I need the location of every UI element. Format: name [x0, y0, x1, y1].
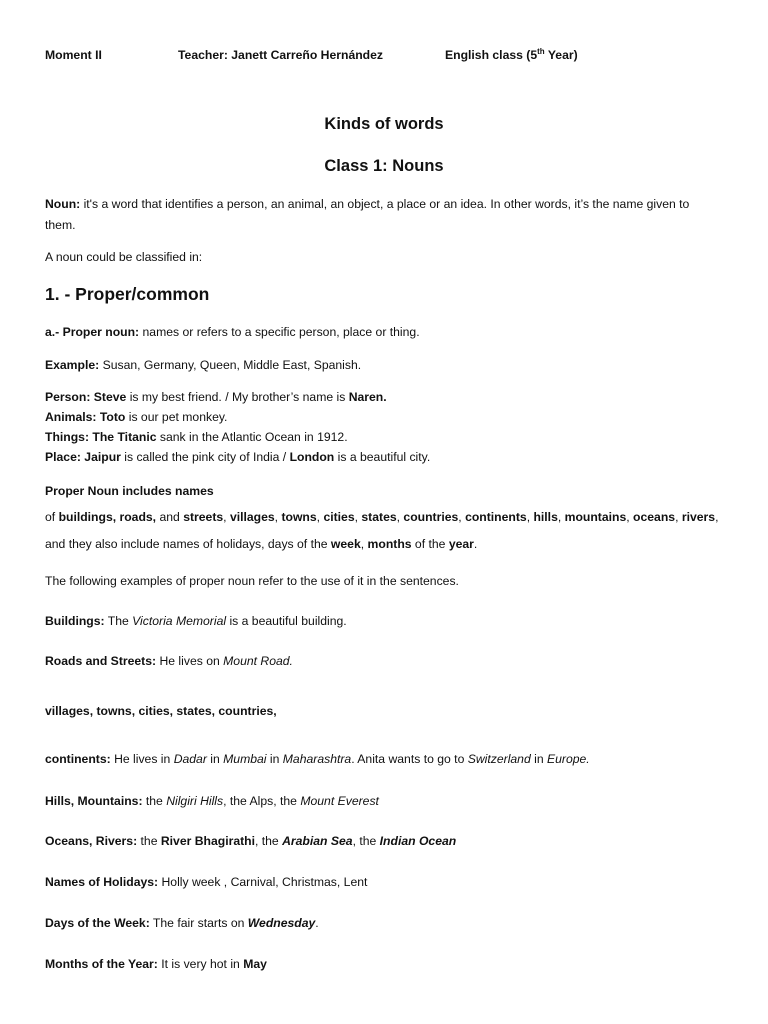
header-class-prefix: English class (5 — [445, 48, 538, 62]
following-line: The following examples of proper noun refer to the use of it in the sentences. — [45, 574, 459, 588]
classified-intro: A noun could be classified in: — [45, 250, 203, 264]
roads-label: Roads and Streets: — [45, 654, 157, 668]
includes-comma: , — [223, 510, 230, 524]
continents-place: Switzerland — [467, 752, 531, 766]
person-name-1: Steve — [90, 390, 127, 404]
definition-text-1: it's a word that identifies a person, an animal, an object, a place or an idea. In other words, it’s the name given to — [80, 197, 690, 211]
person-label: Person: — [45, 390, 91, 404]
place-rest: is a beautiful city. — [334, 450, 431, 464]
header-moment: Moment II — [45, 48, 102, 62]
days-line — [45, 916, 319, 931]
page-subtitle: Class 1: Nouns — [324, 157, 444, 175]
includes-months: months — [367, 537, 412, 551]
things-line — [45, 430, 348, 445]
holidays-label: Names of Holidays: — [45, 875, 159, 889]
includes-comma: , — [557, 510, 565, 524]
continents-place: Europe. — [547, 752, 590, 766]
buildings-line — [45, 614, 347, 629]
includes-and: and — [156, 510, 184, 524]
hills-example: Nilgiri Hills — [166, 794, 224, 808]
continents-text: . Anita wants to go to — [351, 752, 468, 766]
includes-states: states — [361, 510, 397, 524]
continents-text: in — [206, 752, 224, 766]
buildings-label: Buildings: — [45, 614, 105, 628]
includes-comma: , — [626, 510, 634, 524]
person-line — [45, 390, 387, 405]
includes-year: year — [448, 537, 474, 551]
things-name: The Titanic — [89, 430, 157, 444]
header-teacher: Teacher: Janett Carreño Hernández — [178, 48, 383, 62]
includes-comma: , — [274, 510, 282, 524]
oceans-line — [45, 834, 456, 849]
includes-holidays-line — [45, 537, 477, 552]
proper-noun-text: names or refers to a specific person, place or thing. — [139, 325, 420, 339]
includes-period: . — [473, 537, 478, 551]
buildings-rest: is a beautiful building. — [226, 614, 347, 628]
proper-noun-line — [45, 325, 420, 340]
oceans-ocean: Indian Ocean — [379, 834, 457, 848]
animals-rest: is our pet monkey. — [125, 410, 228, 424]
holidays-text: Holly week , Carnival, Christmas, Lent — [158, 875, 368, 889]
includes-rivers: rivers — [681, 510, 716, 524]
animals-name: Toto — [96, 410, 126, 424]
header-class-suffix: Year) — [544, 48, 578, 62]
animals-label: Animals: — [45, 410, 97, 424]
continents-label: continents: — [45, 752, 111, 766]
includes-streets: streets — [183, 510, 224, 524]
includes-countries: countries — [403, 510, 459, 524]
includes-list-line — [45, 510, 718, 525]
person-mid: is my best friend. / My brother’s name is — [126, 390, 349, 404]
includes-buildings-roads: buildings, roads, — [58, 510, 157, 524]
oceans-text: , the — [352, 834, 380, 848]
oceans-label: Oceans, Rivers: — [45, 834, 138, 848]
continents-text: in — [530, 752, 547, 766]
villages-line: villages, towns, cities, states, countries, — [45, 704, 277, 718]
place-name-1: Jaipur — [80, 450, 121, 464]
includes-comma: , — [675, 510, 682, 524]
includes-week: week — [330, 537, 361, 551]
hills-example: Mount Everest — [300, 794, 379, 808]
page-title: Kinds of words — [324, 115, 444, 133]
continents-line — [45, 752, 590, 767]
continents-place: Maharashtra — [282, 752, 352, 766]
hills-label: Hills, Mountains: — [45, 794, 143, 808]
things-label: Things: — [45, 430, 90, 444]
includes-continents: continents — [465, 510, 527, 524]
holidays-line — [45, 875, 367, 890]
includes-comma: , — [458, 510, 466, 524]
example-label: Example: — [45, 358, 100, 372]
section-heading: 1. - Proper/common — [45, 284, 210, 304]
months-line — [45, 957, 267, 972]
header-class-sup: th — [537, 46, 545, 56]
days-example: Wednesday — [247, 916, 316, 930]
definition-line-2: them. — [45, 218, 76, 232]
months-label: Months of the Year: — [45, 957, 158, 971]
includes-line3-b: of the — [411, 537, 449, 551]
buildings-example: Victoria Memorial — [132, 614, 227, 628]
place-label: Place: — [45, 450, 81, 464]
things-rest: sank in the Atlantic Ocean in 1912. — [156, 430, 348, 444]
definition-line-1 — [45, 197, 689, 212]
example-line — [45, 358, 361, 373]
animals-line — [45, 410, 227, 425]
person-name-2: Naren. — [348, 390, 387, 404]
oceans-text: , the — [255, 834, 283, 848]
includes-of: of — [45, 510, 59, 524]
oceans-sea: Arabian Sea — [282, 834, 353, 848]
oceans-river: River Bhagirathi — [160, 834, 255, 848]
includes-villages: villages — [229, 510, 275, 524]
continents-text: in — [266, 752, 283, 766]
includes-oceans: oceans — [633, 510, 676, 524]
place-line — [45, 450, 430, 465]
hills-text: , the Alps, the — [223, 794, 301, 808]
days-text: The fair starts on — [149, 916, 248, 930]
days-label: Days of the Week: — [45, 916, 150, 930]
includes-comma: , — [715, 510, 719, 524]
roads-pre: He lives on — [156, 654, 224, 668]
days-end: . — [315, 916, 319, 930]
includes-line3-a: and they also include names of holidays, days of the — [45, 537, 331, 551]
includes-mountains: mountains — [564, 510, 627, 524]
buildings-pre: The — [104, 614, 133, 628]
includes-towns: towns — [281, 510, 317, 524]
continents-text: He lives in — [110, 752, 174, 766]
oceans-text: the — [137, 834, 161, 848]
proper-noun-label: a.- Proper noun: — [45, 325, 140, 339]
includes-comma: , — [354, 510, 362, 524]
hills-line — [45, 794, 379, 809]
roads-example: Mount Road. — [223, 654, 293, 668]
includes-comma: , — [316, 510, 324, 524]
months-example: May — [243, 957, 267, 971]
example-text: Susan, Germany, Queen, Middle East, Spanish. — [99, 358, 362, 372]
includes-cities: cities — [323, 510, 355, 524]
place-name-2: London — [289, 450, 335, 464]
includes-comma: , — [396, 510, 404, 524]
includes-comma: , — [526, 510, 534, 524]
definition-term: Noun: — [45, 197, 81, 211]
continents-place: Mumbai — [223, 752, 267, 766]
place-mid: is called the pink city of India / — [120, 450, 290, 464]
includes-hills: hills — [533, 510, 558, 524]
roads-line — [45, 654, 293, 669]
hills-text: the — [142, 794, 167, 808]
continents-place: Dadar — [173, 752, 207, 766]
includes-heading: Proper Noun includes names — [45, 484, 214, 498]
header-class — [445, 48, 578, 63]
includes-comma: , — [360, 537, 368, 551]
months-text: It is very hot in — [157, 957, 244, 971]
